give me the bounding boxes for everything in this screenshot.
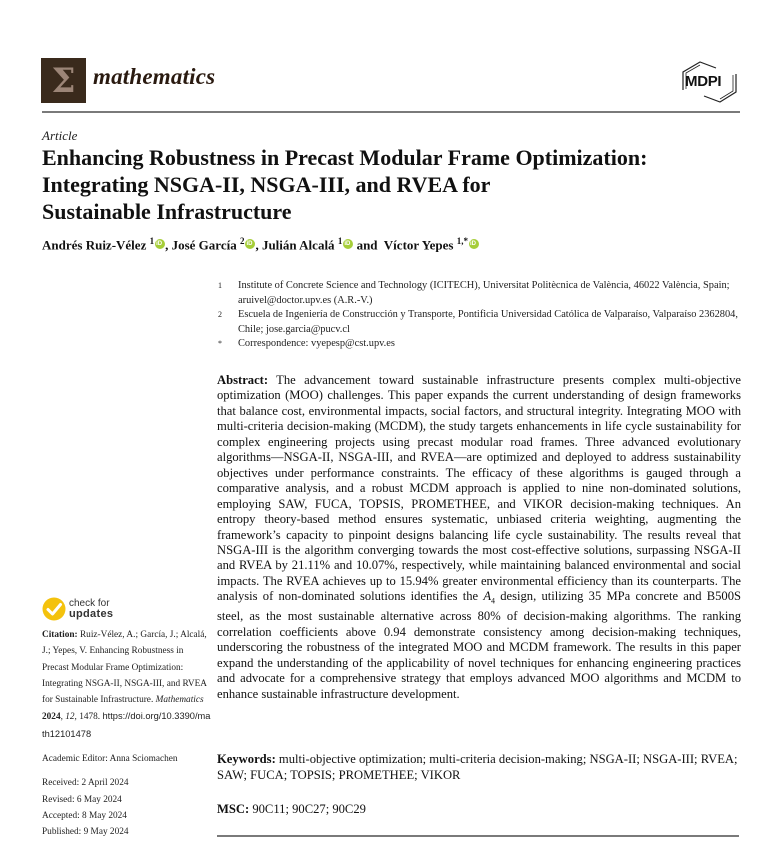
affiliation-item: [218, 308, 738, 337]
footer-divider: [217, 835, 739, 837]
publisher-logo: [680, 60, 740, 104]
author-name[interactable]: José García: [171, 237, 237, 253]
header-divider: [42, 111, 740, 113]
check-updates-label: check for: [69, 598, 110, 609]
sigma-icon: Σ: [51, 60, 76, 101]
author-name[interactable]: Víctor Yepes: [383, 237, 454, 253]
design-subscript: 4: [491, 596, 496, 606]
keywords-label: Keywords:: [217, 752, 276, 766]
msc-text: 90C11; 90C27; 90C29: [249, 802, 366, 816]
author-name[interactable]: Julián Alcalá: [261, 237, 335, 253]
orcid-icon[interactable]: [245, 239, 255, 249]
affiliation-mark: *: [218, 339, 222, 348]
affiliation-item: [218, 279, 738, 308]
title-line: Enhancing Robustness in Precast Modular Frame Optimization:: [42, 145, 648, 170]
msc-label: MSC:: [217, 802, 250, 816]
affiliation-mark: 2: [218, 310, 222, 319]
revised-date: Revised: 6 May 2024: [42, 794, 122, 805]
check-for-updates-button[interactable]: [42, 597, 142, 623]
affiliation-mark: 1: [218, 281, 222, 290]
separator: ,: [255, 237, 262, 253]
academic-editor: Academic Editor: Anna Sciomachen: [42, 754, 178, 765]
author-name[interactable]: Andrés Ruiz-Vélez: [42, 237, 147, 253]
article-type: Article: [42, 128, 78, 143]
received-date: Received: 2 April 2024: [42, 778, 129, 789]
author-list: [42, 236, 479, 253]
correspondence-text: Correspondence: vyepesp@cst.upv.es: [238, 338, 395, 349]
orcid-icon[interactable]: [155, 239, 165, 249]
design-symbol: A: [483, 589, 492, 604]
abstract-label: Abstract:: [217, 373, 269, 387]
msc-codes: [217, 802, 366, 817]
affiliations: [218, 279, 738, 352]
keywords-text: multi-objective optimization; multi-criteria decision-making; NSGA-II; NSGA-III; RVEA; SAW; FUCA; TOPSIS; PROMETHEE; VIKOR: [217, 752, 738, 782]
affiliation-text: Escuela de Ingeniería de Construcción y Transporte, Pontificia Universidad Católica de Valparaíso, Valparaíso 2362804, Chile; jose.garcia@pucv.cl: [238, 309, 738, 335]
author-affiliation-mark: 1: [337, 236, 343, 246]
abstract: [217, 373, 741, 702]
abstract-text: The advancement toward sustainable infrastructure presents complex multi-objective optimization (MOO) challenges. This paper expands the current understanding of design frameworks that balance cost, environmental impacts, social factors, and structural integrity. Integrating MOO with multi-criteria decision-making (MCDM), the study targets enhancements in life cycle sustainability for complex engineering projects using precast modular road frames. Three advanced evolutionary algorithms—NSGA-II, NSGA-III, and RVEA—are optimized and deployed to address sustainability objectives under performance constraints. The efficacy of these algorithms is gauged through a comparative analysis, and a robust MCDM approach is applied to nine non-dominated solutions, employing SAW, FUCA, TOPSIS, PROMETHEE, and VIKOR decision-making techniques. An entropy theory-based method ensures systematic, unbiased criteria weighting, augmenting the framework’s capacity to pinpoint designs balancing life cycle sustainability. The results reveal that NSGA-III is the algorithm converging towards the most cost-effective solutions, surpassing NSGA-II and RVEA by 21.11% and 10.07%, respectively, while maintaining balanced environmental and social impacts. The RVEA achieves up to 15.94% greater environmental efficiency than its counterparts. The analysis of non-dominated solutions identifies the: [217, 373, 741, 604]
article-info-sidebar: [42, 627, 212, 841]
journal-name: mathematics: [93, 64, 216, 89]
separator: ,: [165, 237, 172, 253]
citation: [42, 627, 212, 743]
separator: and: [353, 237, 381, 253]
abstract-text: design, utilizing 35 MPa concrete and B500S steel, as the most sustainable alternative across 80% of decision-making algorithms. The ranking correlation coefficients above 0.94 demonstrate consistency among decision-making techniques, underscoring the robustness of the integrated MOO and MCDM framework. The results in this paper expand the understanding of the applicability of novel techniques for enhancing engineering practices and advocate for a comprehensive strategy that employs advanced MOO algorithms and MCDM to enhance sustainable infrastructure development.: [217, 589, 741, 701]
citation-label: Citation:: [42, 630, 78, 640]
author-affiliation-mark: 2: [239, 236, 245, 246]
citation-text: Ruiz-Vélez, A.; García, J.; Alcalá, J.; Yepes, V. Enhancing Robustness in Precast Modular Frame Optimization: Integrating NSGA-II, NSGA-III, and RVEA for Sustainable Infrastructure.: [42, 630, 207, 706]
check-updates-icon: [42, 597, 66, 621]
citation-volume: , 12,: [60, 712, 77, 723]
title-line: Sustainable Infrastructure: [42, 199, 292, 224]
keywords: [217, 752, 741, 783]
affiliation-text: Institute of Concrete Science and Technology (ICITECH), Universitat Politècnica de València, 46022 València, Spain; aruivel@doctor.upv.es (A.R.-V.): [238, 280, 730, 306]
title-line: Integrating NSGA-II, NSGA-III, and RVEA for: [42, 172, 491, 197]
author-affiliation-mark: 1: [149, 236, 155, 246]
citation-year: 2024: [42, 712, 61, 723]
article-title: [42, 144, 742, 225]
orcid-icon[interactable]: [469, 239, 479, 249]
check-updates-label: updates: [69, 608, 114, 620]
doi-link[interactable]: https://doi.org/10.3390/math12101478: [42, 711, 211, 739]
orcid-icon[interactable]: [343, 239, 353, 249]
affiliation-item: [218, 337, 738, 352]
accepted-date: Accepted: 8 May 2024: [42, 810, 127, 821]
published-date: Published: 9 May 2024: [42, 827, 129, 838]
publisher-name: MDPI: [685, 73, 722, 90]
citation-pages: 1478.: [76, 712, 103, 723]
author-affiliation-mark: 1,*: [456, 236, 468, 246]
citation-journal: Mathematics: [155, 695, 204, 706]
journal-logo: [41, 58, 86, 103]
